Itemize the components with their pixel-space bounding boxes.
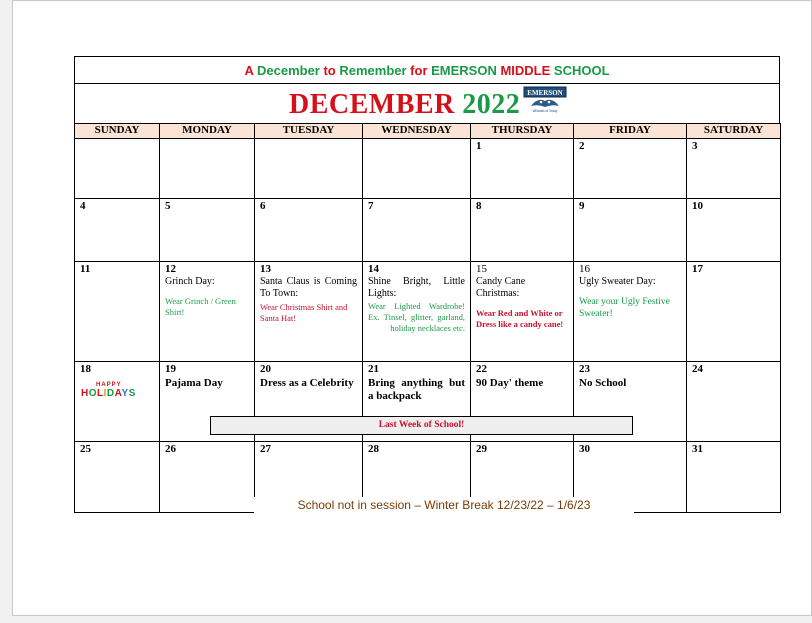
day-cell xyxy=(75,199,160,262)
event-title: 90 Day' theme xyxy=(476,377,544,389)
day-number: 22 xyxy=(476,363,487,375)
week-row xyxy=(75,139,781,199)
weekday-header-row xyxy=(75,124,781,139)
day-cell xyxy=(75,262,160,362)
weekday-header: WEDNESDAY xyxy=(363,124,471,139)
day-cell xyxy=(471,262,574,362)
event-note: Wear Lighted Wardrobe! Ex. Tinsel, glitter, garland, holiday necklaces etc. xyxy=(368,301,465,333)
day-cell xyxy=(687,442,781,513)
day-cell xyxy=(574,199,687,262)
year-title: 2022 xyxy=(462,89,521,120)
day-number: 2 xyxy=(579,140,585,152)
event-title: Pajama Day xyxy=(165,377,223,389)
day-number: 30 xyxy=(579,443,590,455)
weekday-header: FRIDAY xyxy=(574,124,687,139)
day-number: 7 xyxy=(368,200,374,212)
last-week-banner: Last Week of School! xyxy=(210,416,633,435)
day-cell xyxy=(75,362,160,442)
happy-holidays-art: HAPPY HOLIDAYS xyxy=(81,382,136,399)
weekday-header: MONDAY xyxy=(160,124,255,139)
weekday-header: TUESDAY xyxy=(255,124,363,139)
school-logo-icon xyxy=(523,86,567,114)
month-title: DECEMBER xyxy=(289,89,455,120)
calendar xyxy=(74,56,780,514)
day-number: 26 xyxy=(165,443,176,455)
day-number: 25 xyxy=(80,443,91,455)
weekday-header: THURSDAY xyxy=(471,124,574,139)
event-title: Bring anything but a backpack xyxy=(368,377,465,402)
weekday-header: SATURDAY xyxy=(687,124,781,139)
subtitle-part: A xyxy=(244,63,257,78)
subtitle-part: SCHOOL xyxy=(553,63,610,78)
day-number: 11 xyxy=(80,263,91,275)
day-cell xyxy=(574,139,687,199)
week-row xyxy=(75,262,781,362)
day-cell xyxy=(75,442,160,513)
week-row xyxy=(75,199,781,262)
day-cell xyxy=(255,262,363,362)
day-number: 29 xyxy=(476,443,487,455)
day-number: 23 xyxy=(579,363,590,375)
day-number: 4 xyxy=(80,200,86,212)
day-number: 14 xyxy=(368,263,379,275)
day-cell xyxy=(75,139,160,199)
weekday-header: SUNDAY xyxy=(75,124,160,139)
day-number: 10 xyxy=(692,200,703,212)
day-number: 1 xyxy=(476,140,482,152)
day-cell xyxy=(471,139,574,199)
event-title: Grinch Day: xyxy=(165,276,215,287)
day-number: 24 xyxy=(692,363,703,375)
calendar-title xyxy=(289,89,520,121)
subtitle-part: MIDDLE xyxy=(500,63,554,78)
day-number: 12 xyxy=(165,263,176,275)
day-number: 21 xyxy=(368,363,379,375)
subtitle-part: to xyxy=(323,63,340,78)
document-page xyxy=(12,0,812,616)
day-number: 16 xyxy=(579,263,590,275)
event-note: Wear Christmas Shirt and Santa Hat! xyxy=(260,302,348,323)
day-cell xyxy=(160,199,255,262)
event-title: Santa Claus is Coming To Town: xyxy=(260,276,357,299)
day-number: 31 xyxy=(692,443,703,455)
day-number: 18 xyxy=(80,363,91,375)
day-cell xyxy=(363,262,471,362)
day-cell xyxy=(687,199,781,262)
day-number: 28 xyxy=(368,443,379,455)
day-cell xyxy=(160,442,255,513)
event-note: Wear your Ugly Festive Sweater! xyxy=(579,297,670,319)
event-note: Wear Red and White or Dress like a candy cane! xyxy=(476,308,564,329)
day-number: 27 xyxy=(260,443,271,455)
day-cell xyxy=(471,199,574,262)
day-number: 5 xyxy=(165,200,171,212)
winter-break-banner: School not in session – Winter Break 12/23/22 – 1/6/23 xyxy=(254,497,634,514)
day-number: 17 xyxy=(692,263,703,275)
day-number: 19 xyxy=(165,363,176,375)
day-number: 15 xyxy=(476,263,487,275)
day-cell xyxy=(255,199,363,262)
day-number: 9 xyxy=(579,200,585,212)
day-cell xyxy=(687,139,781,199)
day-number: 20 xyxy=(260,363,271,375)
subtitle-part: EMERSON xyxy=(431,63,501,78)
event-note: Wear Grinch / Green Shirt! xyxy=(165,296,236,317)
day-cell xyxy=(687,262,781,362)
day-number: 13 xyxy=(260,263,271,275)
event-title: Ugly Sweater Day: xyxy=(579,276,656,287)
day-number: 6 xyxy=(260,200,266,212)
day-cell xyxy=(574,262,687,362)
day-cell xyxy=(160,262,255,362)
day-cell xyxy=(687,362,781,442)
calendar-grid xyxy=(74,123,781,513)
calendar-subtitle xyxy=(74,56,780,84)
day-cell xyxy=(363,199,471,262)
svg-text:EMERSON: EMERSON xyxy=(527,89,563,97)
day-cell xyxy=(255,139,363,199)
subtitle-part: Remember xyxy=(339,63,411,78)
event-title: Candy Cane Christmas: xyxy=(476,276,526,299)
event-title: No School xyxy=(579,377,627,389)
event-title: Dress as a Celebrity xyxy=(260,377,354,389)
day-cell xyxy=(363,139,471,199)
calendar-title-row xyxy=(74,83,780,124)
day-number: 3 xyxy=(692,140,698,152)
day-number: 8 xyxy=(476,200,482,212)
svg-text:Wildcats of Today: Wildcats of Today xyxy=(532,109,558,113)
subtitle-part: December xyxy=(256,63,324,78)
day-cell xyxy=(160,139,255,199)
subtitle-part: for xyxy=(410,63,432,78)
event-title: Shine Bright, Little Lights: xyxy=(368,276,465,299)
